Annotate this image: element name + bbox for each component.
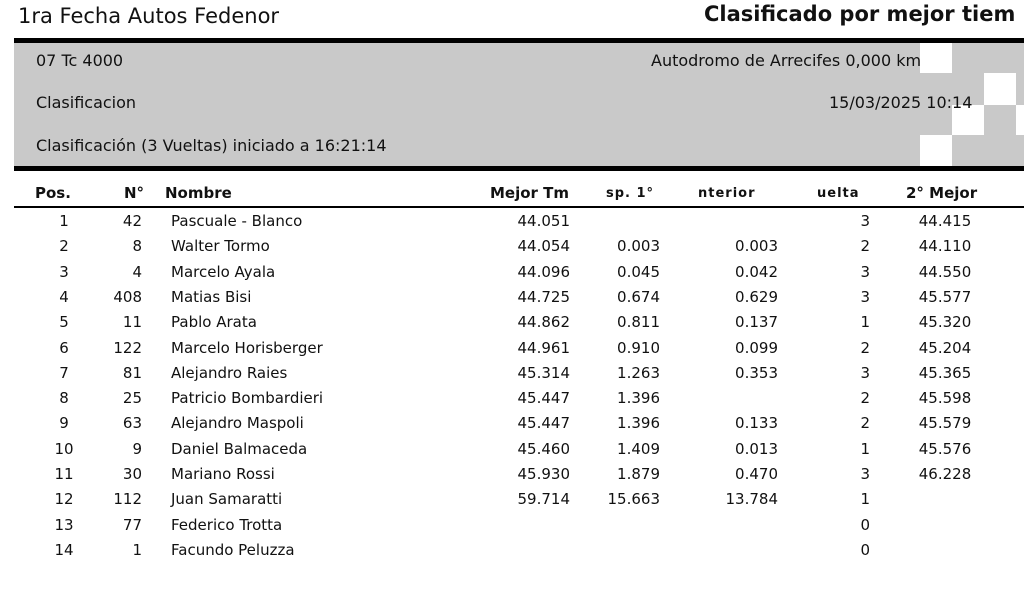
cell-driver-name: Mariano Rossi bbox=[171, 465, 275, 483]
cell-best-time: 44.051 bbox=[517, 212, 570, 230]
cell-gap-first: 0.003 bbox=[617, 237, 660, 256]
table-row bbox=[14, 537, 1024, 562]
cell-pos: 7 bbox=[59, 363, 69, 382]
cell-number: 25 bbox=[122, 389, 142, 408]
cell-gap-previous: 0.353 bbox=[735, 363, 778, 382]
cell-best-time: 44.961 bbox=[517, 338, 570, 357]
cell-second-best: 45.577 bbox=[918, 287, 972, 306]
cell-gap-first: 1.396 bbox=[617, 414, 660, 433]
checkered-flag-decoration bbox=[920, 135, 952, 166]
table-row bbox=[14, 284, 1024, 309]
cell-gap-previous: 0.099 bbox=[735, 338, 778, 357]
cell-number: 8 bbox=[132, 237, 142, 256]
cell-number: 9 bbox=[132, 439, 142, 458]
cell-number: 11 bbox=[122, 313, 142, 332]
cell-second-best: 44.550 bbox=[918, 262, 972, 281]
checkered-flag-decoration bbox=[984, 73, 1016, 105]
col-pos: Pos. bbox=[35, 184, 71, 202]
cell-gap-previous: 0.003 bbox=[735, 237, 778, 256]
table-row bbox=[14, 410, 1024, 435]
cell-second-best: 45.365 bbox=[918, 363, 972, 382]
cell-gap-first: 1.409 bbox=[617, 439, 660, 458]
cell-second-best: 45.579 bbox=[918, 414, 972, 433]
cell-gap-previous: 0.013 bbox=[735, 439, 778, 458]
cell-gap-first: 15.663 bbox=[607, 490, 660, 509]
cell-best-time: 59.714 bbox=[517, 490, 570, 509]
col-gap-first: sp. 1° bbox=[606, 186, 655, 201]
col-number: N° bbox=[124, 184, 145, 202]
cell-pos: 6 bbox=[59, 338, 69, 357]
cell-second-best: 44.415 bbox=[918, 212, 972, 230]
cell-number: 122 bbox=[113, 338, 142, 357]
cell-best-time: 45.930 bbox=[517, 465, 570, 483]
cell-pos: 11 bbox=[54, 465, 74, 483]
cell-driver-name: Daniel Balmaceda bbox=[171, 439, 308, 458]
cell-gap-first: 0.910 bbox=[617, 338, 660, 357]
results-table-header bbox=[14, 178, 1024, 208]
table-row bbox=[14, 208, 1024, 233]
cell-gap-previous: 0.629 bbox=[735, 287, 778, 306]
session-datetime: 15/03/2025 10:14 bbox=[829, 93, 973, 112]
cell-gap-previous: 0.133 bbox=[735, 414, 778, 433]
table-row bbox=[14, 233, 1024, 258]
cell-second-best: 45.204 bbox=[918, 338, 972, 357]
cell-pos: 10 bbox=[54, 439, 74, 458]
cell-lap: 3 bbox=[860, 212, 870, 230]
cell-pos: 14 bbox=[54, 540, 74, 559]
cell-pos: 13 bbox=[54, 515, 74, 534]
cell-number: 63 bbox=[122, 414, 142, 433]
cell-gap-first: 0.811 bbox=[617, 313, 660, 332]
table-row bbox=[14, 360, 1024, 385]
cell-pos: 2 bbox=[59, 237, 69, 256]
cell-driver-name: Pablo Arata bbox=[171, 313, 257, 332]
table-row bbox=[14, 461, 1024, 486]
cell-driver-name: Matias Bisi bbox=[171, 287, 252, 306]
cell-driver-name: Federico Trotta bbox=[171, 515, 283, 534]
cell-number: 1 bbox=[132, 540, 142, 559]
cell-lap: 0 bbox=[860, 515, 870, 534]
cell-number: 77 bbox=[122, 515, 142, 534]
cell-pos: 3 bbox=[59, 262, 69, 281]
col-lap: uelta bbox=[817, 186, 860, 201]
info-divider bbox=[14, 166, 1024, 171]
cell-gap-first: 1.396 bbox=[617, 389, 660, 408]
cell-lap: 3 bbox=[860, 287, 870, 306]
cell-second-best: 46.228 bbox=[918, 465, 972, 483]
cell-driver-name: Walter Tormo bbox=[171, 237, 270, 256]
cell-best-time: 45.460 bbox=[517, 439, 570, 458]
cell-best-time: 45.447 bbox=[517, 414, 570, 433]
cell-lap: 3 bbox=[860, 262, 870, 281]
cell-driver-name: Alejandro Maspoli bbox=[171, 414, 304, 433]
cell-gap-first: 0.045 bbox=[617, 262, 660, 281]
cell-second-best: 45.320 bbox=[918, 313, 972, 332]
table-row bbox=[14, 512, 1024, 537]
checkered-flag-decoration bbox=[1016, 105, 1024, 135]
cell-best-time: 44.054 bbox=[517, 237, 570, 256]
cell-lap: 2 bbox=[860, 338, 870, 357]
cell-second-best: 45.576 bbox=[918, 439, 972, 458]
cell-second-best: 44.110 bbox=[918, 237, 972, 256]
cell-lap: 2 bbox=[860, 237, 870, 256]
cell-gap-first: 1.879 bbox=[617, 465, 660, 483]
cell-lap: 1 bbox=[860, 439, 870, 458]
cell-number: 4 bbox=[132, 262, 142, 281]
cell-gap-previous: 0.137 bbox=[735, 313, 778, 332]
circuit-label: Autodromo de Arrecifes 0,000 km bbox=[651, 51, 922, 70]
event-title: 1ra Fecha Autos Fedenor bbox=[18, 4, 280, 28]
cell-lap: 2 bbox=[860, 389, 870, 408]
cell-pos: 1 bbox=[59, 212, 69, 230]
cell-driver-name: Facundo Peluzza bbox=[171, 540, 295, 559]
table-row bbox=[14, 259, 1024, 284]
session-info-box bbox=[14, 43, 1024, 166]
cell-pos: 5 bbox=[59, 313, 69, 332]
cell-lap: 2 bbox=[860, 414, 870, 433]
cell-best-time: 45.447 bbox=[517, 389, 570, 408]
cell-number: 112 bbox=[113, 490, 142, 509]
cell-best-time: 44.096 bbox=[517, 262, 570, 281]
table-row bbox=[14, 385, 1024, 410]
session-label: Clasificacion bbox=[36, 93, 137, 112]
cell-number: 81 bbox=[122, 363, 142, 382]
cell-pos: 4 bbox=[59, 287, 69, 306]
cell-number: 408 bbox=[113, 287, 142, 306]
cell-second-best: 45.598 bbox=[918, 389, 972, 408]
cell-driver-name: Juan Samaratti bbox=[171, 490, 283, 509]
cell-gap-first: 1.263 bbox=[617, 363, 660, 382]
cell-gap-first: 0.674 bbox=[617, 287, 660, 306]
cell-best-time: 45.314 bbox=[517, 363, 570, 382]
cell-driver-name: Patricio Bombardieri bbox=[171, 389, 324, 408]
table-row bbox=[14, 335, 1024, 360]
col-gap-previous: nterior bbox=[698, 186, 756, 201]
cell-lap: 3 bbox=[860, 363, 870, 382]
report-title: Clasificado por mejor tiem bbox=[704, 2, 1016, 26]
col-best-time: Mejor Tm bbox=[490, 184, 570, 202]
cell-pos: 12 bbox=[54, 490, 74, 509]
cell-lap: 1 bbox=[860, 313, 870, 332]
session-details: Clasificación (3 Vueltas) iniciado a 16:21:14 bbox=[36, 136, 387, 155]
cell-gap-previous: 13.784 bbox=[725, 490, 778, 509]
col-name: Nombre bbox=[165, 184, 232, 202]
cell-driver-name: Marcelo Ayala bbox=[171, 262, 276, 281]
checkered-flag-decoration bbox=[920, 43, 952, 73]
cell-lap: 1 bbox=[860, 490, 870, 509]
cell-pos: 8 bbox=[59, 389, 69, 408]
category-label: 07 Tc 4000 bbox=[36, 51, 124, 70]
cell-number: 30 bbox=[122, 465, 142, 483]
col-second-best: 2° Mejor bbox=[906, 184, 978, 202]
table-row bbox=[14, 486, 1024, 511]
cell-number: 42 bbox=[122, 212, 142, 230]
table-row bbox=[14, 436, 1024, 461]
cell-best-time: 44.862 bbox=[517, 313, 570, 332]
cell-lap: 0 bbox=[860, 540, 870, 559]
table-row bbox=[14, 309, 1024, 334]
cell-driver-name: Marcelo Horisberger bbox=[171, 338, 323, 357]
cell-best-time: 44.725 bbox=[517, 287, 570, 306]
cell-lap: 3 bbox=[860, 465, 870, 483]
cell-driver-name: Alejandro Raies bbox=[171, 363, 288, 382]
cell-pos: 9 bbox=[59, 414, 69, 433]
cell-gap-previous: 0.470 bbox=[735, 465, 778, 483]
cell-driver-name: Pascuale - Blanco bbox=[171, 212, 303, 230]
cell-gap-previous: 0.042 bbox=[735, 262, 778, 281]
